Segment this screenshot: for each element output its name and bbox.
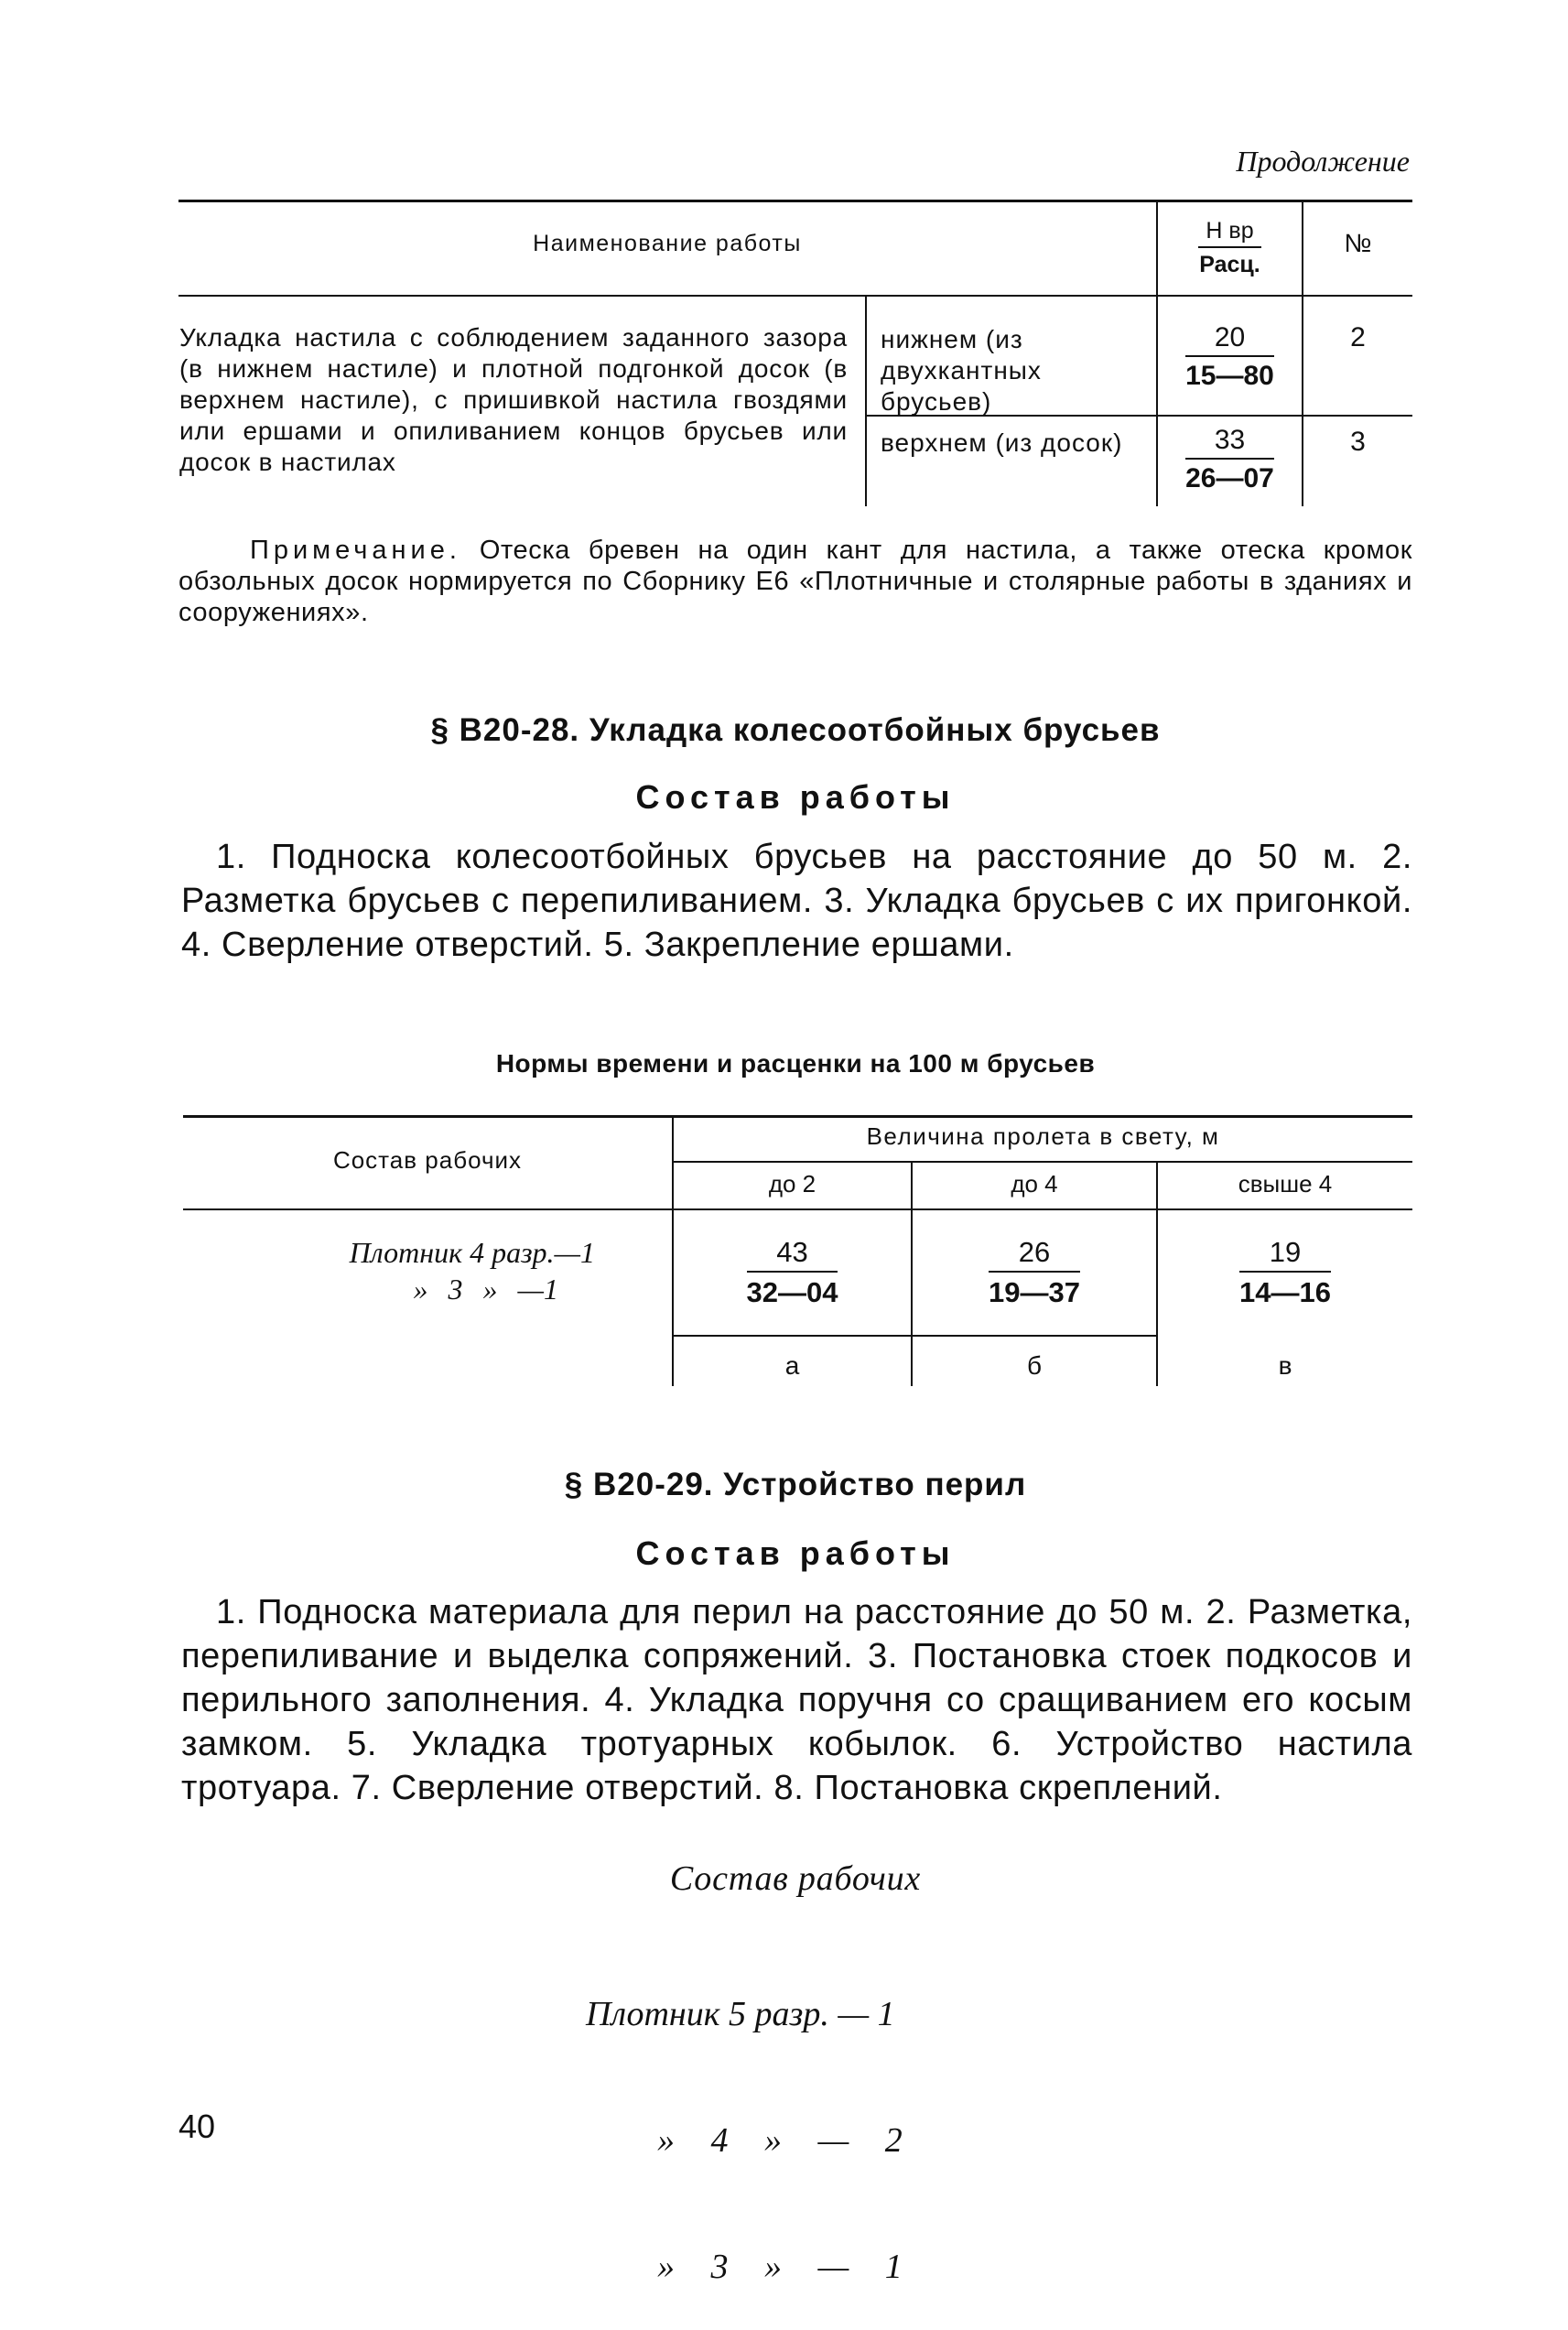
crew-line-1: Плотник 5 разр. — 1 [586,1995,895,2033]
letter-b: б [1026,1351,1043,1380]
norm-c: 19 [1239,1236,1331,1273]
page-number: 40 [178,2108,216,2145]
norm-upper [1158,425,1302,494]
price-b: 19—37 [989,1276,1080,1308]
section28-title: § В20-28. Укладка колесоотбойных брусьев [430,712,1161,748]
header-norm [1158,218,1302,278]
norm-b: 26 [989,1236,1080,1273]
letter-a: а [784,1351,800,1380]
row-number-lower: 2 [1350,322,1366,352]
col-over-4: свыше 4 [1238,1170,1333,1198]
norm-lower-value: 20 [1185,322,1274,357]
note-text: Отеска бревен на один кант для настила, а также отеска кромок обзольных досок нормируется по Сборнику Е6 «Плотничные и столярные работы в зданиях и сооружениях». [178,536,1412,627]
header-norm-bottom: Расц. [1199,252,1260,277]
variant-lower: нижнем (из двухкантных брусьев) [881,325,1042,416]
crew-title: Состав рабочих [669,1859,922,1898]
header-norm-top: Н вр [1198,218,1260,248]
section29-title: § В20-29. Устройство перил [564,1467,1027,1502]
row-number-upper: 3 [1350,427,1366,457]
price-c: 14—16 [1239,1276,1331,1308]
norm-col-b [913,1236,1156,1309]
letter-c: в [1278,1351,1292,1380]
crew-line-2: » 4 » — 2 [657,2121,903,2160]
section28-table-caption: Нормы времени и расценки на 100 м брусьев [495,1049,1096,1078]
note-label: Примечание. [250,536,461,565]
header-span: Величина пролета в свету, м [866,1122,1220,1150]
header-work-name: Наименование работы [533,231,802,256]
crew-list [586,1909,989,2330]
section29-subtitle: Состав работы [635,1534,956,1572]
section28-subtitle: Состав работы [635,778,956,816]
norm-lower [1158,322,1302,392]
norm-upper-value: 33 [1185,425,1274,460]
col-up-to-2: до 2 [768,1170,816,1198]
continuation-label: Продолжение [1236,145,1410,178]
section29-text: 1. Подноска материала для перил на расстояние до 50 м. 2. Разметка, перепиливание и выделка сопряжений. 3. Постановка стоек подкосов и перильного заполнения. 4. Укладка поручня со сращиванием его косым замком. 5. Укладка тротуарных кобылок. 6. Устройство настила тротуара. 7. Сверление отверстий. 8. Постановка скреплений. [181,1593,1412,1807]
norm-col-a [674,1236,911,1309]
workers-line1: Плотник 4 разр.—1 [349,1236,595,1269]
work-description: Укладка настила с соблюдением заданного зазора (в нижнем настиле) и плотной подгонкой досок (в верхнем настиле), с пришивкой настила гвоздями или ершами и опиливанием концов брусьев или досок в настилах [179,323,848,476]
norm-col-c [1158,1236,1412,1309]
header-workers: Состав рабочих [332,1146,523,1174]
section28-text: 1. Подноска колесоотбойных брусьев на расстояние до 50 м. 2. Разметка брусьев с перепиливанием. 3. Укладка брусьев с их пригонкой. 4. Сверление отверстий. 5. Закрепление ершами. [181,838,1412,964]
norm-a: 43 [747,1236,838,1273]
note [178,535,1412,628]
crew-line-3: » 3 » — 1 [657,2248,903,2286]
price-lower-value: 15—80 [1185,361,1274,391]
price-a: 32—04 [746,1276,838,1308]
variant-upper: верхнем (из досок) [881,428,1123,457]
price-upper-value: 26—07 [1185,463,1274,493]
col-up-to-4: до 4 [1011,1170,1058,1198]
header-number: № [1344,229,1372,257]
workers-line2: » 3 » —1 [413,1273,558,1306]
